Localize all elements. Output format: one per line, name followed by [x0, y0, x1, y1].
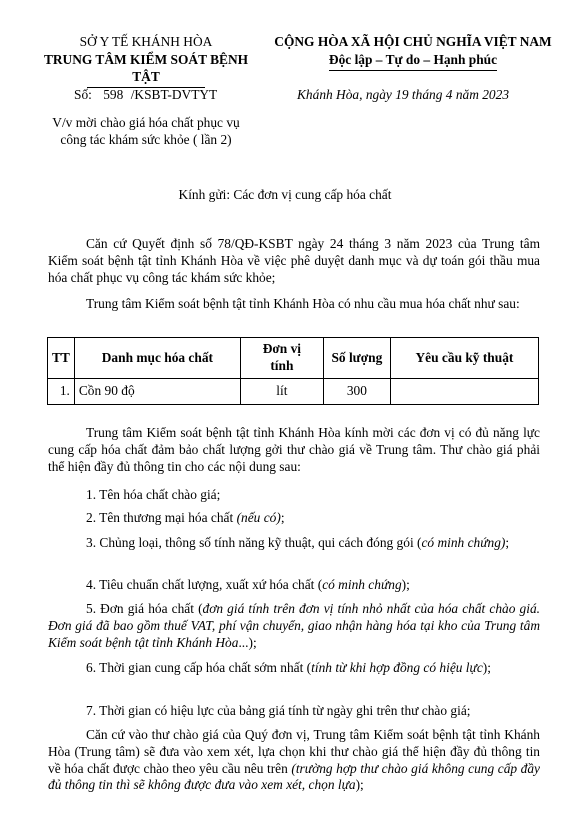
paragraph-purchase-need: Trung tâm Kiểm soát bệnh tật tỉnh Khánh Hòa có nhu cầu mua hóa chất như sau: — [86, 296, 520, 311]
document-number — [74, 87, 217, 104]
salutation: Kính gửi: Các đơn vị cung cấp hóa chất — [178, 187, 392, 202]
cell-tech-requirements — [390, 379, 538, 405]
cell-unit: lít — [240, 379, 323, 405]
header-unit: Đơn vị tính — [240, 338, 323, 379]
cell-chemical: Cồn 90 độ — [74, 379, 240, 405]
motto: Độc lập – Tự do – Hạnh phúc — [329, 52, 497, 71]
header-quantity: Số lượng — [323, 338, 390, 379]
subject — [30, 115, 262, 149]
number-label: Số: — [74, 87, 92, 102]
item-4: 4. Tiêu chuẩn chất lượng, xuất xứ hóa chất (có minh chứng); — [86, 577, 410, 592]
paragraph-invitation: Trung tâm Kiểm soát bệnh tật tỉnh Khánh Hòa kính mời các đơn vị có đủ năng lực cung cấp hóa chất đảm bảo chất lượng gởi thư chào giá về Trung tâm. Thư chào giá phải thể hiện đầy đủ thông tin cho các nội dung sau: — [48, 425, 540, 474]
item-6: 6. Thời gian cung cấp hóa chất sớm nhất (tính từ khi hợp đồng có hiệu lực); — [86, 660, 491, 675]
cell-quantity: 300 — [323, 379, 390, 405]
item-7: 7. Thời gian có hiệu lực của bảng giá tính từ ngày ghi trên thư chào giá; — [86, 703, 471, 718]
item-1: 1. Tên hóa chất chào giá; — [86, 487, 221, 502]
agency-header — [30, 34, 262, 88]
agency-name — [30, 52, 262, 86]
header-tt: TT — [48, 338, 75, 379]
table-row — [48, 379, 539, 405]
country-name: CỘNG HÒA XÃ HỘI CHỦ NGHĨA VIỆT NAM — [274, 34, 552, 49]
agency-parent: SỞ Y TẾ KHÁNH HÒA — [79, 34, 213, 49]
national-header — [268, 34, 558, 71]
chemical-table — [47, 337, 539, 405]
header-tech-requirements: Yêu cầu kỹ thuật — [390, 338, 538, 379]
subject-line-2: công tác khám sức khỏe ( lần 2) — [60, 131, 232, 147]
subject-line-1: V/v mời chào giá hóa chất phục vụ — [52, 115, 240, 130]
number-suffix: /KSBT-DVTYT — [130, 87, 218, 102]
header-chemical: Danh mục hóa chất — [74, 338, 240, 379]
table-header-row — [48, 338, 539, 379]
paragraph-legal-basis: Căn cứ Quyết định số 78/QĐ-KSBT ngày 24 tháng 3 năm 2023 của Trung tâm Kiểm soát bệnh tật tỉnh Khánh Hòa về việc phê duyệt danh mục và dự toán gói thầu mua hóa chất phục vụ công tác khám sức khỏe; — [48, 236, 540, 285]
item-3: 3. Chủng loại, thông số tính năng kỹ thuật, qui cách đóng gói (có minh chứng); — [86, 535, 510, 550]
agency-name-text: TRUNG TÂM KIỂM SOÁT BỆNH TẬT — [43, 51, 249, 84]
paragraph-evaluation: Căn cứ vào thư chào giá của Quý đơn vị, Trung tâm Kiểm soát bệnh tật tỉnh Khánh Hòa (Trung tâm) sẽ đưa vào xem xét, lựa chọn khi thư chào giá thể hiện đầy đủ thông tin về hóa chất được chào theo yêu cầu nêu trên (trường hợp thư chào giá không cung cấp đầy đủ thông tin thì sẽ không được đưa vào xem xét, chọn lựa); — [48, 727, 540, 793]
number-value: 598 — [103, 87, 124, 102]
item-2: 2. Tên thương mại hóa chất (nếu có); — [86, 510, 285, 525]
cell-tt: 1. — [48, 379, 75, 405]
item-5: 5. Đơn giá hóa chất (đơn giá tính trên đơn vị tính nhỏ nhất của hóa chất chào giá. Đơn giá đã bao gồm thuế VAT, phí vận chuyển, giao nhận hàng hóa tại kho của Trung tâm Kiểm soát bệnh tật tỉnh Khánh Hòa...); — [48, 601, 540, 650]
document-date: Khánh Hòa, ngày 19 tháng 4 năm 2023 — [297, 87, 510, 102]
